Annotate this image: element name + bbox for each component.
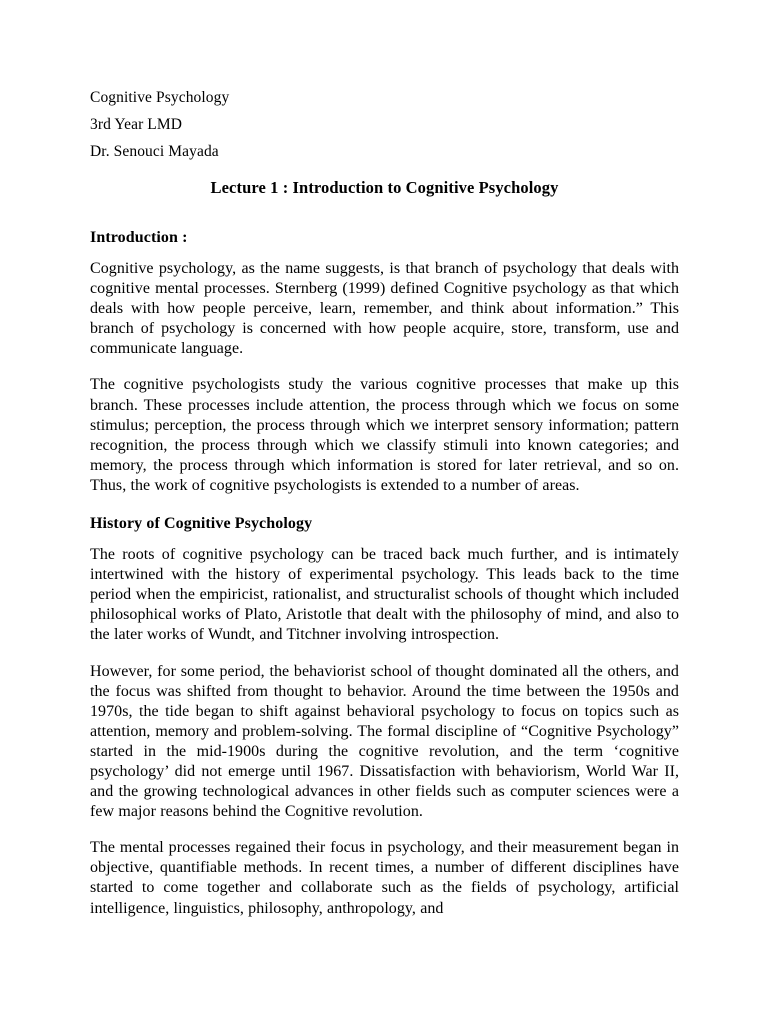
paragraph-behaviorism: However, for some period, the behaviorist school of thought dominated all the others, and the focus was shifted from thought to behavior. Around the time between the 1950s and 1970s, the tide began to shift against behavioral psychology to focus on topics such as attention, memory and problem-solving. The formal discipline of “Cognitive Psychology” started in the mid-1900s during the cognitive revolution, and the term ‘cognitive psychology’ did not emerge until 1967. Dissatisfaction with behaviorism, World War II, and the growing technological advances in other fields such as computer sciences were a few major reasons behind the Cognitive revolution. xyxy=(90,662,679,821)
paragraph-definition: Cognitive psychology, as the name suggests, is that branch of psychology that deals with cognitive mental processes. Sternberg (1999) defined Cognitive psychology as that which deals with how people perceive, learn, remember, and think about information.” This branch of psychology is concerned with how people acquire, store, transform, use and communicate language. xyxy=(90,260,679,358)
document-body xyxy=(90,84,679,935)
document-header xyxy=(90,84,679,165)
instructor-name: Dr. Senouci Mayada xyxy=(90,143,219,160)
course-name: Cognitive Psychology xyxy=(90,89,230,106)
paragraph-mental-processes: The mental processes regained their focus in psychology, and their measurement began in objective, quantifiable methods. In recent times, a number of different disciplines have started to come together and collaborate such as the fields of psychology, artificial intelligence, linguistics, philosophy, anthropology, and xyxy=(90,839,679,917)
section-heading-introduction: Introduction : xyxy=(90,229,188,246)
year-level: 3rd Year LMD xyxy=(90,116,183,133)
section-introduction xyxy=(90,228,679,496)
paragraph-processes: The cognitive psychologists study the various cognitive processes that make up this branch. These processes include attention, the process through which we focus on some stimulus; perception, the process through which we interpret sensory information; pattern recognition, the process through which we classify stimuli into known categories; and memory, the process through which information is stored for later retrieval, and so on. Thus, the work of cognitive psychologists is extended to a number of areas. xyxy=(90,376,679,494)
section-heading-history: History of Cognitive Psychology xyxy=(90,515,313,533)
page-title: Lecture 1 : Introduction to Cognitive Psychology xyxy=(210,178,559,197)
paragraph-roots: The roots of cognitive psychology can be traced back much further, and is intimately intertwined with the history of experimental psychology. This leads back to the time period when the empiricist, rationalist, and structuralist schools of thought which included philosophical works of Plato, Aristotle that dealt with the philosophy of mind, and also to the later works of Wundt, and Titchner involving introspection. xyxy=(90,546,679,644)
section-history xyxy=(90,514,679,919)
